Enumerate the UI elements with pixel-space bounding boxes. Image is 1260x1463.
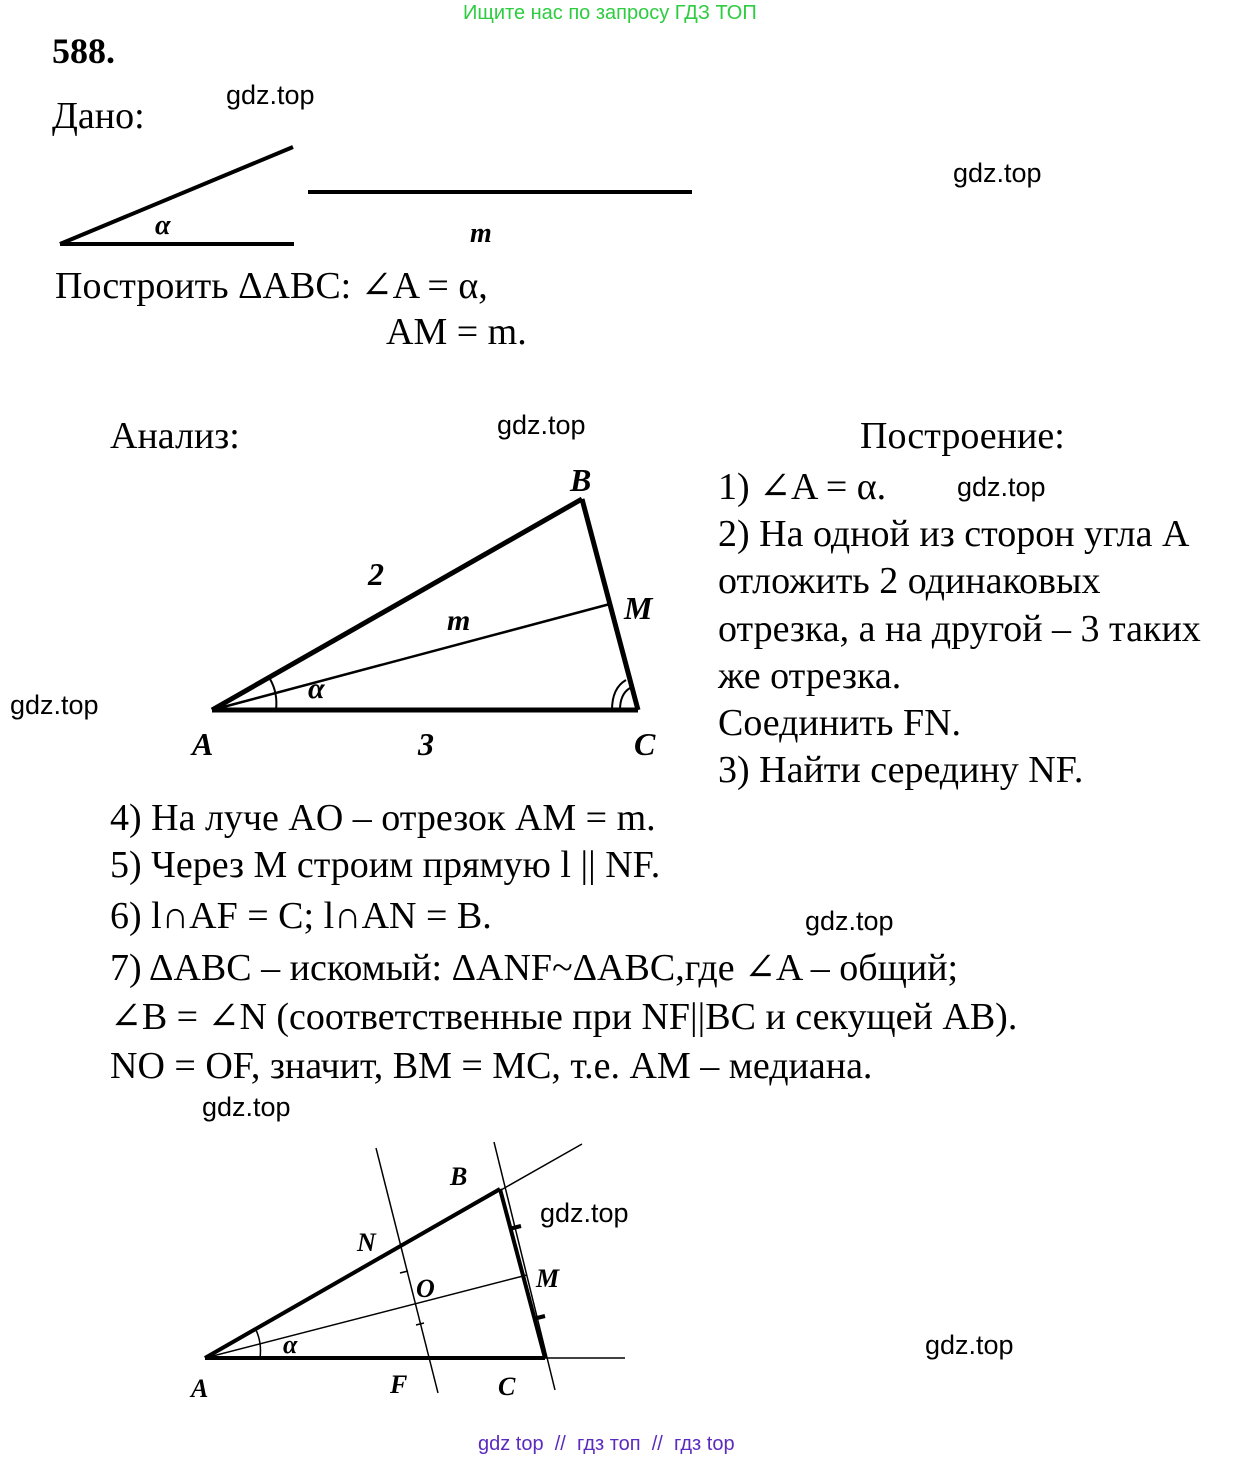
fig2-label-n: N (357, 1228, 376, 1257)
top-banner: Ищите нас по запросу ГДЗ ТОП (463, 2, 757, 24)
fig2-label-b: B (450, 1162, 468, 1191)
watermark: gdz.top (540, 1198, 629, 1228)
watermark: gdz.top (497, 410, 586, 440)
ray-ao (205, 1275, 527, 1358)
step-6: 6) l∩AF = C; l∩AN = B. (110, 895, 492, 937)
fig1-label-side-ac: 3 (418, 726, 434, 762)
step-7-line-3: NO = OF, значит, BM = MC, т.е. AM – медиана. (110, 1045, 873, 1087)
watermark: gdz.top (953, 158, 1042, 188)
task-line-2: AM = m. (386, 311, 527, 353)
fig1-label-side-ab: 2 (368, 556, 384, 592)
step-4: 4) На луче AO – отрезок AM = m. (110, 797, 656, 839)
task-line-1: Построить ΔABC: ∠A = α, (55, 265, 488, 307)
step-2-line-3: отрезка, а на другой – 3 таких (718, 608, 1201, 650)
analysis-label: Анализ: (110, 415, 240, 457)
watermark: gdz.top (925, 1330, 1014, 1360)
step-2-line-2: отложить 2 одинаковых (718, 560, 1101, 602)
fig2-label-m: M (536, 1264, 560, 1293)
fig1-label-m: M (624, 590, 653, 626)
step-1: 1) ∠A = α. (718, 466, 887, 508)
fig1-label-angle: α (308, 672, 325, 705)
step-7: 7) ΔABC – искомый: ΔANF~ΔABC,где ∠A – общий; (110, 947, 959, 989)
fig1-label-b: B (570, 462, 592, 498)
construction-label: Построение: (860, 415, 1065, 457)
fig1-label-a: A (192, 726, 214, 762)
fig2-label-c: C (498, 1372, 516, 1401)
watermark: gdz.top (957, 472, 1046, 502)
fig2-label-f: F (390, 1370, 408, 1399)
step-2-line-4: же отрезка. (718, 655, 902, 697)
fig2-label-o: O (416, 1274, 435, 1303)
watermark: gdz.top (202, 1092, 291, 1122)
segment-ab (205, 1189, 500, 1358)
step-3: 3) Найти середину NF. (718, 749, 1084, 791)
fig2-label-a: A (191, 1374, 209, 1403)
fig2-label-angle: α (283, 1330, 298, 1359)
given-angle-label: α (155, 210, 171, 241)
fig1-label-c: C (634, 726, 656, 762)
watermark: gdz.top (10, 690, 99, 720)
tick-of (416, 1323, 424, 1325)
given-segment-label: m (470, 218, 492, 249)
step-7-line-2: ∠B = ∠N (соответственные при NF||BC и секущей AB). (110, 996, 1018, 1038)
bottom-banner: gdz top // гдз топ // гдз top (478, 1433, 735, 1455)
watermark: gdz.top (805, 906, 894, 936)
step-2-line-5: Соединить FN. (718, 702, 962, 744)
fig1-label-median: m (447, 604, 471, 637)
problem-number: 588. (52, 31, 115, 71)
step-5: 5) Через M строим прямую l || NF. (110, 844, 661, 886)
step-2-line-1: 2) На одной из сторон угла A (718, 513, 1190, 555)
given-label: Дано: (52, 95, 145, 137)
watermark: gdz.top (226, 80, 315, 110)
